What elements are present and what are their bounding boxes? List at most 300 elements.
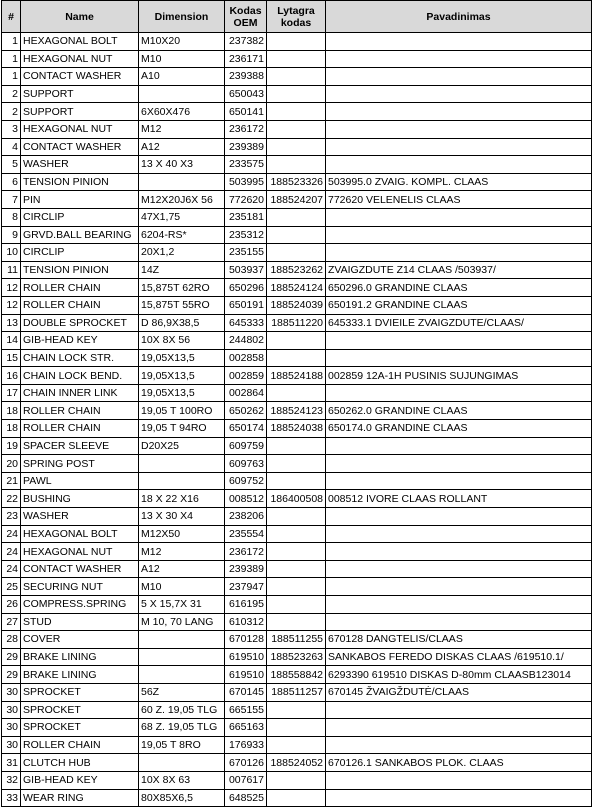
- cell-lytagra-code: [267, 525, 326, 543]
- cell-oem-code: 008512: [225, 490, 267, 508]
- cell-num: 30: [2, 719, 21, 737]
- cell-lytagra-code: [267, 85, 326, 103]
- cell-oem-code: 665163: [225, 719, 267, 737]
- cell-name: BUSHING: [21, 490, 139, 508]
- table-row: [2, 332, 592, 350]
- cell-lytagra-code: [267, 208, 326, 226]
- cell-oem-code: 235181: [225, 208, 267, 226]
- cell-lytagra-code: [267, 103, 326, 121]
- cell-oem-code: 648525: [225, 789, 267, 807]
- cell-num: 11: [2, 261, 21, 279]
- cell-oem-code: 244802: [225, 332, 267, 350]
- cell-pavadinimas: [326, 138, 592, 156]
- cell-num: 32: [2, 771, 21, 789]
- table-row: [2, 33, 592, 51]
- cell-dimension: 15,875T 62RO: [139, 279, 225, 297]
- cell-num: 1: [2, 33, 21, 51]
- cell-oem-code: 772620: [225, 191, 267, 209]
- cell-name: BRAKE LINING: [21, 648, 139, 666]
- table-row: [2, 367, 592, 385]
- cell-dimension: A12: [139, 560, 225, 578]
- cell-oem-code: 610312: [225, 613, 267, 631]
- table-row: [2, 771, 592, 789]
- cell-dimension: 56Z: [139, 683, 225, 701]
- cell-dimension: 15,875T 55RO: [139, 296, 225, 314]
- cell-num: 12: [2, 279, 21, 297]
- cell-dimension: 13 X 40 X3: [139, 156, 225, 174]
- cell-name: ROLLER CHAIN: [21, 402, 139, 420]
- cell-oem-code: 650141: [225, 103, 267, 121]
- cell-lytagra-code: 188524124: [267, 279, 326, 297]
- cell-pavadinimas: 670128 DANGTELIS/CLAAS: [326, 631, 592, 649]
- table-row: [2, 560, 592, 578]
- cell-name: PIN: [21, 191, 139, 209]
- cell-name: SECURING NUT: [21, 578, 139, 596]
- cell-dimension: M12X50: [139, 525, 225, 543]
- cell-dimension: M12: [139, 543, 225, 561]
- cell-num: 33: [2, 789, 21, 807]
- table-row: [2, 754, 592, 772]
- cell-oem-code: 239389: [225, 560, 267, 578]
- cell-num: 1: [2, 68, 21, 86]
- cell-name: CONTACT WASHER: [21, 560, 139, 578]
- cell-dimension: [139, 666, 225, 684]
- cell-num: 2: [2, 85, 21, 103]
- cell-lytagra-code: 188524123: [267, 402, 326, 420]
- cell-lytagra-code: 188524207: [267, 191, 326, 209]
- cell-name: CONTACT WASHER: [21, 68, 139, 86]
- cell-dimension: M10: [139, 578, 225, 596]
- table-row: [2, 472, 592, 490]
- cell-oem-code: 002858: [225, 349, 267, 367]
- cell-dimension: 6204-RS*: [139, 226, 225, 244]
- cell-dimension: 47X1,75: [139, 208, 225, 226]
- cell-name: COVER: [21, 631, 139, 649]
- cell-pavadinimas: [326, 33, 592, 51]
- cell-dimension: M10: [139, 50, 225, 68]
- cell-lytagra-code: [267, 384, 326, 402]
- cell-pavadinimas: 6293390 619510 DISKAS D-80mm CLAASB123014: [326, 666, 592, 684]
- cell-num: 4: [2, 138, 21, 156]
- cell-name: SPROCKET: [21, 701, 139, 719]
- cell-oem-code: 503995: [225, 173, 267, 191]
- cell-name: ROLLER CHAIN: [21, 736, 139, 754]
- cell-oem-code: 236171: [225, 50, 267, 68]
- cell-lytagra-code: [267, 455, 326, 473]
- cell-oem-code: 238206: [225, 508, 267, 526]
- cell-name: CIRCLIP: [21, 244, 139, 262]
- cell-pavadinimas: [326, 156, 592, 174]
- cell-num: 24: [2, 543, 21, 561]
- cell-oem-code: 670128: [225, 631, 267, 649]
- cell-dimension: 19,05X13,5: [139, 384, 225, 402]
- cell-dimension: M12: [139, 120, 225, 138]
- cell-num: 12: [2, 296, 21, 314]
- cell-dimension: 5 X 15,7X 31: [139, 596, 225, 614]
- cell-name: SPRING POST: [21, 455, 139, 473]
- cell-name: CHAIN LOCK BEND.: [21, 367, 139, 385]
- cell-oem-code: 239388: [225, 68, 267, 86]
- header-num: #: [2, 1, 21, 33]
- cell-pavadinimas: [326, 736, 592, 754]
- table-row: [2, 120, 592, 138]
- cell-oem-code: 239389: [225, 138, 267, 156]
- table-row: [2, 191, 592, 209]
- cell-num: 9: [2, 226, 21, 244]
- table-row: [2, 244, 592, 262]
- cell-pavadinimas: [326, 208, 592, 226]
- cell-oem-code: 619510: [225, 648, 267, 666]
- table-row: [2, 719, 592, 737]
- cell-pavadinimas: [326, 508, 592, 526]
- table-row: [2, 103, 592, 121]
- table-row: [2, 543, 592, 561]
- cell-dimension: 10X 8X 63: [139, 771, 225, 789]
- table-row: [2, 789, 592, 807]
- cell-lytagra-code: [267, 68, 326, 86]
- cell-oem-code: 665155: [225, 701, 267, 719]
- cell-lytagra-code: 188523263: [267, 648, 326, 666]
- cell-lytagra-code: [267, 437, 326, 455]
- cell-num: 7: [2, 191, 21, 209]
- cell-oem-code: 002864: [225, 384, 267, 402]
- table-row: [2, 296, 592, 314]
- cell-lytagra-code: [267, 789, 326, 807]
- cell-lytagra-code: [267, 332, 326, 350]
- cell-name: SUPPORT: [21, 85, 139, 103]
- cell-name: ROLLER CHAIN: [21, 279, 139, 297]
- cell-lytagra-code: [267, 596, 326, 614]
- cell-num: 29: [2, 666, 21, 684]
- cell-dimension: 19,05 T 8RO: [139, 736, 225, 754]
- cell-name: GIB-HEAD KEY: [21, 332, 139, 350]
- cell-oem-code: 237947: [225, 578, 267, 596]
- cell-name: DOUBLE SPROCKET: [21, 314, 139, 332]
- cell-pavadinimas: [326, 613, 592, 631]
- table-row: [2, 683, 592, 701]
- cell-num: 5: [2, 156, 21, 174]
- cell-name: TENSION PINION: [21, 261, 139, 279]
- cell-lytagra-code: 188511257: [267, 683, 326, 701]
- cell-oem-code: 236172: [225, 543, 267, 561]
- table-row: [2, 261, 592, 279]
- cell-pavadinimas: [326, 437, 592, 455]
- cell-dimension: 60 Z. 19,05 TLG: [139, 701, 225, 719]
- cell-pavadinimas: [326, 560, 592, 578]
- cell-name: GRVD.BALL BEARING: [21, 226, 139, 244]
- cell-pavadinimas: 008512 IVORE CLAAS ROLLANT: [326, 490, 592, 508]
- cell-pavadinimas: 645333.1 DVIEILE ZVAIGZDUTE/CLAAS/: [326, 314, 592, 332]
- cell-pavadinimas: 002859 12A-1H PUSINIS SUJUNGIMAS: [326, 367, 592, 385]
- cell-dimension: [139, 85, 225, 103]
- cell-pavadinimas: [326, 719, 592, 737]
- cell-dimension: [139, 631, 225, 649]
- cell-pavadinimas: 772620 VELENELIS CLAAS: [326, 191, 592, 209]
- cell-dimension: M 10, 70 LANG: [139, 613, 225, 631]
- cell-oem-code: 235155: [225, 244, 267, 262]
- table-row: [2, 402, 592, 420]
- cell-pavadinimas: 503995.0 ZVAIG. KOMPL. CLAAS: [326, 173, 592, 191]
- table-row: [2, 85, 592, 103]
- table-row: [2, 701, 592, 719]
- cell-lytagra-code: [267, 560, 326, 578]
- cell-num: 26: [2, 596, 21, 614]
- table-row: [2, 455, 592, 473]
- cell-lytagra-code: 186400508: [267, 490, 326, 508]
- cell-name: CONTACT WASHER: [21, 138, 139, 156]
- cell-name: CHAIN INNER LINK: [21, 384, 139, 402]
- cell-name: WASHER: [21, 156, 139, 174]
- cell-name: BRAKE LINING: [21, 666, 139, 684]
- cell-pavadinimas: [326, 332, 592, 350]
- cell-name: HEXAGONAL BOLT: [21, 33, 139, 51]
- cell-num: 14: [2, 332, 21, 350]
- table-row: [2, 138, 592, 156]
- table-row: [2, 68, 592, 86]
- cell-pavadinimas: [326, 50, 592, 68]
- cell-num: 18: [2, 420, 21, 438]
- cell-name: CIRCLIP: [21, 208, 139, 226]
- cell-oem-code: 645333: [225, 314, 267, 332]
- cell-pavadinimas: [326, 384, 592, 402]
- cell-lytagra-code: [267, 138, 326, 156]
- cell-name: GIB-HEAD KEY: [21, 771, 139, 789]
- cell-oem-code: 609763: [225, 455, 267, 473]
- cell-pavadinimas: [326, 701, 592, 719]
- cell-pavadinimas: [326, 472, 592, 490]
- cell-pavadinimas: [326, 596, 592, 614]
- cell-name: WASHER: [21, 508, 139, 526]
- cell-num: 15: [2, 349, 21, 367]
- cell-pavadinimas: [326, 68, 592, 86]
- cell-name: WEAR RING: [21, 789, 139, 807]
- cell-lytagra-code: 188558842: [267, 666, 326, 684]
- header-pavadinimas: Pavadinimas: [326, 1, 592, 33]
- cell-dimension: 19,05X13,5: [139, 367, 225, 385]
- cell-pavadinimas: [326, 85, 592, 103]
- cell-oem-code: 176933: [225, 736, 267, 754]
- cell-num: 19: [2, 437, 21, 455]
- cell-name: CLUTCH HUB: [21, 754, 139, 772]
- cell-num: 16: [2, 367, 21, 385]
- cell-dimension: 19,05X13,5: [139, 349, 225, 367]
- header-lytagra-code: [267, 1, 326, 33]
- cell-num: 13: [2, 314, 21, 332]
- table-row: [2, 736, 592, 754]
- cell-pavadinimas: [326, 103, 592, 121]
- cell-pavadinimas: SANKABOS FEREDO DISKAS CLAAS /619510.1/: [326, 648, 592, 666]
- cell-pavadinimas: [326, 349, 592, 367]
- table-row: [2, 490, 592, 508]
- cell-name: HEXAGONAL NUT: [21, 120, 139, 138]
- table-row: [2, 613, 592, 631]
- header-lytagra-line1: Lytagra: [277, 4, 315, 17]
- cell-oem-code: 002859: [225, 367, 267, 385]
- cell-dimension: [139, 472, 225, 490]
- cell-name: SUPPORT: [21, 103, 139, 121]
- cell-lytagra-code: 188524038: [267, 420, 326, 438]
- cell-num: 22: [2, 490, 21, 508]
- cell-num: 27: [2, 613, 21, 631]
- cell-pavadinimas: [326, 789, 592, 807]
- cell-name: SPACER SLEEVE: [21, 437, 139, 455]
- table-row: [2, 437, 592, 455]
- cell-dimension: 19,05 T 94RO: [139, 420, 225, 438]
- cell-num: 31: [2, 754, 21, 772]
- cell-num: 17: [2, 384, 21, 402]
- cell-lytagra-code: [267, 719, 326, 737]
- cell-lytagra-code: 188511220: [267, 314, 326, 332]
- cell-oem-code: 237382: [225, 33, 267, 51]
- cell-name: HEXAGONAL NUT: [21, 543, 139, 561]
- cell-oem-code: 650262: [225, 402, 267, 420]
- cell-dimension: 19,05 T 100RO: [139, 402, 225, 420]
- cell-dimension: [139, 173, 225, 191]
- cell-num: 6: [2, 173, 21, 191]
- cell-lytagra-code: 188524052: [267, 754, 326, 772]
- cell-num: 28: [2, 631, 21, 649]
- cell-lytagra-code: 188511255: [267, 631, 326, 649]
- cell-lytagra-code: [267, 226, 326, 244]
- cell-dimension: [139, 754, 225, 772]
- cell-dimension: [139, 455, 225, 473]
- cell-dimension: D 86,9X38,5: [139, 314, 225, 332]
- cell-oem-code: 650174: [225, 420, 267, 438]
- cell-pavadinimas: 650191.2 GRANDINE CLAAS: [326, 296, 592, 314]
- header-dimension: Dimension: [139, 1, 225, 33]
- cell-lytagra-code: [267, 244, 326, 262]
- cell-dimension: 6X60X476: [139, 103, 225, 121]
- cell-name: ROLLER CHAIN: [21, 420, 139, 438]
- table-row: [2, 156, 592, 174]
- cell-oem-code: 007617: [225, 771, 267, 789]
- table-row: [2, 648, 592, 666]
- cell-dimension: 80X85X6,5: [139, 789, 225, 807]
- cell-lytagra-code: [267, 578, 326, 596]
- table-row: [2, 226, 592, 244]
- table-row: [2, 420, 592, 438]
- cell-pavadinimas: ZVAIGZDUTE Z14 CLAAS /503937/: [326, 261, 592, 279]
- table-row: [2, 631, 592, 649]
- cell-oem-code: 670145: [225, 683, 267, 701]
- cell-name: ROLLER CHAIN: [21, 296, 139, 314]
- cell-name: COMPRESS.SPRING: [21, 596, 139, 614]
- cell-lytagra-code: 188523326: [267, 173, 326, 191]
- cell-lytagra-code: [267, 701, 326, 719]
- cell-lytagra-code: [267, 50, 326, 68]
- cell-lytagra-code: [267, 120, 326, 138]
- cell-dimension: [139, 648, 225, 666]
- table-body: [2, 33, 592, 807]
- cell-oem-code: 616195: [225, 596, 267, 614]
- cell-lytagra-code: [267, 543, 326, 561]
- cell-oem-code: 609759: [225, 437, 267, 455]
- cell-num: 30: [2, 683, 21, 701]
- cell-pavadinimas: [326, 771, 592, 789]
- cell-pavadinimas: [326, 120, 592, 138]
- cell-dimension: 68 Z. 19,05 TLG: [139, 719, 225, 737]
- cell-oem-code: 650296: [225, 279, 267, 297]
- table-row: [2, 525, 592, 543]
- cell-name: SPROCKET: [21, 683, 139, 701]
- cell-oem-code: 235312: [225, 226, 267, 244]
- cell-pavadinimas: [326, 525, 592, 543]
- cell-oem-code: 670126: [225, 754, 267, 772]
- cell-num: 2: [2, 103, 21, 121]
- cell-num: 30: [2, 736, 21, 754]
- cell-pavadinimas: 650174.0 GRANDINE CLAAS: [326, 420, 592, 438]
- table-row: [2, 50, 592, 68]
- cell-lytagra-code: [267, 33, 326, 51]
- table-row: [2, 173, 592, 191]
- table-row: [2, 508, 592, 526]
- cell-oem-code: 650043: [225, 85, 267, 103]
- cell-oem-code: 619510: [225, 666, 267, 684]
- cell-lytagra-code: 188524039: [267, 296, 326, 314]
- cell-dimension: 14Z: [139, 261, 225, 279]
- cell-num: 30: [2, 701, 21, 719]
- table-row: [2, 279, 592, 297]
- cell-num: 29: [2, 648, 21, 666]
- cell-num: 8: [2, 208, 21, 226]
- cell-dimension: 18 X 22 X16: [139, 490, 225, 508]
- cell-oem-code: 503937: [225, 261, 267, 279]
- cell-num: 20: [2, 455, 21, 473]
- cell-lytagra-code: [267, 156, 326, 174]
- parts-table: [1, 0, 592, 807]
- cell-lytagra-code: 188523262: [267, 261, 326, 279]
- cell-pavadinimas: 670126.1 SANKABOS PLOK. CLAAS: [326, 754, 592, 772]
- cell-pavadinimas: 650296.0 GRANDINE CLAAS: [326, 279, 592, 297]
- cell-dimension: M12X20J6X 56: [139, 191, 225, 209]
- header-oem-line1: Kodas: [229, 4, 262, 17]
- cell-pavadinimas: [326, 455, 592, 473]
- table-row: [2, 208, 592, 226]
- cell-num: 21: [2, 472, 21, 490]
- cell-lytagra-code: [267, 508, 326, 526]
- cell-num: 10: [2, 244, 21, 262]
- table-row: [2, 596, 592, 614]
- table-row: [2, 349, 592, 367]
- table-row: [2, 314, 592, 332]
- cell-num: 1: [2, 50, 21, 68]
- header-oem-line2: OEM: [233, 16, 258, 29]
- cell-pavadinimas: 650262.0 GRANDINE CLAAS: [326, 402, 592, 420]
- cell-pavadinimas: [326, 578, 592, 596]
- cell-lytagra-code: [267, 613, 326, 631]
- cell-pavadinimas: [326, 244, 592, 262]
- header-row: [2, 1, 592, 33]
- cell-oem-code: 650191: [225, 296, 267, 314]
- cell-lytagra-code: [267, 736, 326, 754]
- cell-lytagra-code: [267, 771, 326, 789]
- cell-num: 18: [2, 402, 21, 420]
- cell-dimension: D20X25: [139, 437, 225, 455]
- cell-oem-code: 235554: [225, 525, 267, 543]
- cell-dimension: 10X 8X 56: [139, 332, 225, 350]
- cell-pavadinimas: [326, 226, 592, 244]
- table-row: [2, 578, 592, 596]
- cell-oem-code: 236172: [225, 120, 267, 138]
- cell-lytagra-code: 188524188: [267, 367, 326, 385]
- cell-name: STUD: [21, 613, 139, 631]
- header-name: Name: [21, 1, 139, 33]
- header-oem-code: [225, 1, 267, 33]
- cell-dimension: 13 X 30 X4: [139, 508, 225, 526]
- cell-dimension: M10X20: [139, 33, 225, 51]
- cell-dimension: A10: [139, 68, 225, 86]
- cell-name: TENSION PINION: [21, 173, 139, 191]
